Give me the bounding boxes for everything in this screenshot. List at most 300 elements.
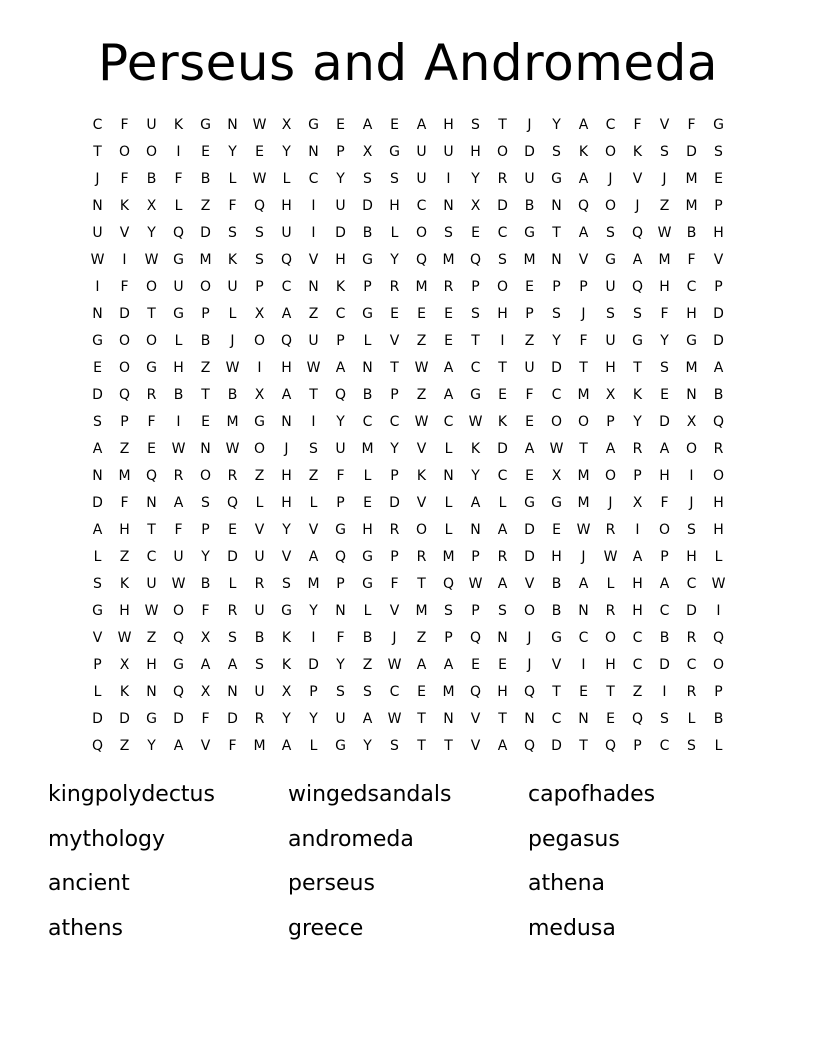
grid-letter: U <box>254 549 265 565</box>
grid-letter: W <box>144 252 159 268</box>
grid-letter: J <box>608 171 613 187</box>
grid-letter: A <box>335 360 346 376</box>
grid-letter: E <box>471 225 480 241</box>
grid-letter: D <box>119 711 130 727</box>
grid-letter: E <box>417 306 426 322</box>
grid-letter: A <box>173 495 184 511</box>
grid-letter: S <box>282 576 291 592</box>
grid-letter: X <box>254 387 265 403</box>
grid-letter: S <box>255 225 264 241</box>
page-title: Perseus and Andromeda <box>97 34 719 92</box>
grid-letter: L <box>363 468 372 484</box>
grid-letter: N <box>335 603 346 619</box>
grid-letter: G <box>173 252 184 268</box>
grid-letter: L <box>390 225 399 241</box>
grid-letter: U <box>146 576 157 592</box>
grid-letter: E <box>201 414 210 430</box>
grid-letter: O <box>415 522 428 538</box>
grid-letter: P <box>120 414 129 430</box>
grid-letter: A <box>497 576 508 592</box>
grid-letter: B <box>146 171 157 187</box>
grid-letter: O <box>550 414 563 430</box>
grid-letter: W <box>225 441 240 457</box>
grid-letter: N <box>470 522 481 538</box>
grid-letter: T <box>552 225 561 241</box>
grid-letter: H <box>335 252 346 268</box>
grid-letter: A <box>416 657 427 673</box>
grid-letter: O <box>145 333 158 349</box>
grid-letter: S <box>471 306 480 322</box>
grid-letter: L <box>228 306 237 322</box>
grid-letter: J <box>230 333 235 349</box>
grid-row <box>84 328 734 355</box>
grid-letter: Q <box>253 198 266 214</box>
grid-letter: E <box>444 306 453 322</box>
grid-letter: P <box>714 198 723 214</box>
grid-letter: O <box>253 441 266 457</box>
grid-letter: T <box>201 387 210 403</box>
grid-letter: H <box>713 522 724 538</box>
grid-letter: L <box>228 171 237 187</box>
grid-letter: E <box>498 387 507 403</box>
grid-letter: N <box>551 252 562 268</box>
grid-letter: I <box>716 603 721 619</box>
grid-row <box>84 382 734 409</box>
grid-letter: A <box>281 306 292 322</box>
grid-letter: N <box>443 468 454 484</box>
grid-letter: H <box>119 603 130 619</box>
grid-letter: S <box>255 657 264 673</box>
grid-letter: P <box>336 333 345 349</box>
grid-letter: W <box>144 603 159 619</box>
grid-letter: D <box>551 738 562 754</box>
grid-letter: P <box>471 603 480 619</box>
grid-letter: S <box>633 306 642 322</box>
grid-letter: I <box>257 360 262 376</box>
grid-letter: O <box>145 144 158 160</box>
grid-letter: A <box>443 657 454 673</box>
grid-letter: F <box>120 279 129 295</box>
grid-letter: B <box>713 387 724 403</box>
grid-letter: E <box>525 279 534 295</box>
grid-letter: H <box>605 657 616 673</box>
grid-letter: Y <box>147 225 156 241</box>
grid-letter: A <box>200 657 211 673</box>
grid-letter: T <box>579 738 588 754</box>
grid-row <box>84 652 734 679</box>
grid-letter: E <box>498 657 507 673</box>
grid-letter: C <box>632 657 643 673</box>
grid-letter: U <box>335 711 346 727</box>
grid-letter: M <box>361 441 374 457</box>
grid-letter: I <box>311 630 316 646</box>
grid-letter: Q <box>91 738 104 754</box>
grid-letter: T <box>471 333 480 349</box>
grid-letter: B <box>362 225 373 241</box>
grid-letter: H <box>281 495 292 511</box>
grid-letter: E <box>363 495 372 511</box>
grid-letter: P <box>336 144 345 160</box>
grid-letter: F <box>336 630 345 646</box>
grid-letter: O <box>199 279 212 295</box>
word-list-item: wingedsandals <box>288 782 452 807</box>
grid-letter: Y <box>336 171 345 187</box>
grid-letter: Z <box>119 549 130 565</box>
grid-letter: G <box>470 387 481 403</box>
grid-letter: E <box>390 117 399 133</box>
grid-letter: D <box>362 198 373 214</box>
grid-letter: S <box>228 225 237 241</box>
grid-letter: K <box>119 198 130 214</box>
grid-letter: L <box>363 333 372 349</box>
grid-letter: B <box>686 225 697 241</box>
grid-letter: W <box>252 171 267 187</box>
grid-letter: H <box>497 684 508 700</box>
grid-letter: G <box>308 117 319 133</box>
grid-letter: S <box>498 603 507 619</box>
grid-letter: A <box>416 117 427 133</box>
grid-letter: L <box>93 684 102 700</box>
grid-letter: J <box>284 441 289 457</box>
grid-letter: J <box>95 171 100 187</box>
grid-letter: Z <box>524 333 535 349</box>
grid-letter: T <box>552 684 561 700</box>
grid-letter: S <box>309 441 318 457</box>
grid-letter: Z <box>659 198 670 214</box>
grid-letter: N <box>146 684 157 700</box>
grid-letter: A <box>497 738 508 754</box>
grid-letter: A <box>92 441 103 457</box>
grid-letter: X <box>281 684 292 700</box>
grid-letter: G <box>551 630 562 646</box>
grid-letter: Z <box>308 306 319 322</box>
grid-letter: T <box>579 441 588 457</box>
grid-letter: K <box>578 144 589 160</box>
grid-letter: J <box>581 306 586 322</box>
grid-letter: M <box>199 252 212 268</box>
grid-letter: F <box>174 522 183 538</box>
grid-letter: U <box>605 279 616 295</box>
grid-letter: H <box>551 549 562 565</box>
grid-letter: V <box>308 252 319 268</box>
grid-letter: O <box>604 144 617 160</box>
grid-letter: N <box>92 468 103 484</box>
grid-letter: Z <box>200 198 211 214</box>
grid-letter: Y <box>309 711 318 727</box>
grid-letter: S <box>714 144 723 160</box>
grid-letter: C <box>497 468 508 484</box>
grid-letter: T <box>633 360 642 376</box>
grid-letter: W <box>711 576 726 592</box>
grid-letter: I <box>176 414 181 430</box>
grid-row <box>84 355 734 382</box>
grid-letter: U <box>254 684 265 700</box>
letter-grid <box>84 112 734 760</box>
grid-letter: Y <box>633 414 642 430</box>
grid-letter: T <box>93 144 102 160</box>
grid-letter: C <box>686 279 697 295</box>
grid-letter: P <box>714 279 723 295</box>
grid-letter: Y <box>201 549 210 565</box>
grid-letter: Q <box>280 333 293 349</box>
grid-letter: X <box>362 144 373 160</box>
grid-letter: F <box>687 117 696 133</box>
grid-letter: B <box>551 603 562 619</box>
grid-letter: T <box>309 387 318 403</box>
grid-letter: G <box>335 738 346 754</box>
grid-letter: O <box>685 441 698 457</box>
grid-letter: L <box>174 198 183 214</box>
grid-letter: N <box>92 306 103 322</box>
grid-letter: O <box>496 279 509 295</box>
grid-letter: H <box>119 522 130 538</box>
grid-letter: K <box>632 387 643 403</box>
grid-letter: C <box>578 630 589 646</box>
grid-letter: K <box>335 279 346 295</box>
grid-letter: L <box>444 441 453 457</box>
grid-letter: H <box>632 576 643 592</box>
grid-letter: W <box>576 522 591 538</box>
grid-letter: P <box>444 630 453 646</box>
grid-letter: G <box>362 306 373 322</box>
grid-letter: H <box>659 279 670 295</box>
grid-letter: B <box>227 387 238 403</box>
grid-letter: N <box>362 360 373 376</box>
grid-letter: X <box>470 198 481 214</box>
grid-letter: T <box>498 117 507 133</box>
grid-letter: A <box>578 171 589 187</box>
grid-letter: E <box>606 711 615 727</box>
grid-letter: I <box>581 657 586 673</box>
grid-letter: R <box>686 684 697 700</box>
grid-letter: T <box>417 576 426 592</box>
grid-letter: M <box>658 252 671 268</box>
grid-letter: Q <box>334 549 347 565</box>
grid-letter: A <box>362 117 373 133</box>
grid-letter: E <box>255 144 264 160</box>
grid-letter: G <box>281 603 292 619</box>
grid-letter: C <box>443 414 454 430</box>
grid-letter: Z <box>416 387 427 403</box>
grid-letter: V <box>416 441 427 457</box>
grid-letter: H <box>173 360 184 376</box>
grid-letter: A <box>281 387 292 403</box>
grid-letter: O <box>658 522 671 538</box>
grid-letter: R <box>713 441 724 457</box>
grid-row <box>84 409 734 436</box>
grid-letter: Q <box>631 225 644 241</box>
grid-letter: L <box>255 495 264 511</box>
grid-letter: C <box>308 171 319 187</box>
grid-letter: P <box>255 279 264 295</box>
grid-letter: H <box>497 306 508 322</box>
grid-letter: N <box>92 198 103 214</box>
grid-row <box>84 517 734 544</box>
grid-letter: K <box>173 117 184 133</box>
grid-letter: Q <box>172 630 185 646</box>
grid-letter: X <box>632 495 643 511</box>
grid-letter: X <box>200 684 211 700</box>
grid-letter: V <box>416 495 427 511</box>
grid-letter: V <box>389 333 400 349</box>
grid-letter: I <box>311 414 316 430</box>
grid-letter: I <box>635 522 640 538</box>
grid-letter: X <box>605 387 616 403</box>
grid-row <box>84 571 734 598</box>
grid-row <box>84 436 734 463</box>
grid-letter: T <box>147 306 156 322</box>
grid-letter: H <box>470 144 481 160</box>
grid-letter: Q <box>631 711 644 727</box>
grid-letter: W <box>414 414 429 430</box>
word-list-item: kingpolydectus <box>48 782 215 807</box>
grid-letter: O <box>415 225 428 241</box>
grid-letter: J <box>527 117 532 133</box>
grid-letter: S <box>228 630 237 646</box>
grid-letter: P <box>633 468 642 484</box>
grid-letter: G <box>686 333 697 349</box>
grid-letter: O <box>604 468 617 484</box>
grid-letter: Y <box>147 738 156 754</box>
grid-letter: W <box>603 549 618 565</box>
grid-letter: A <box>578 225 589 241</box>
grid-letter: Z <box>146 630 157 646</box>
word-list-item: ancient <box>48 871 130 896</box>
grid-row <box>84 139 734 166</box>
grid-letter: A <box>578 117 589 133</box>
grid-letter: H <box>443 117 454 133</box>
grid-letter: G <box>92 603 103 619</box>
grid-letter: D <box>119 306 130 322</box>
grid-letter: H <box>713 225 724 241</box>
grid-letter: Q <box>712 630 725 646</box>
grid-letter: A <box>362 711 373 727</box>
grid-letter: R <box>389 522 400 538</box>
grid-letter: G <box>92 333 103 349</box>
grid-letter: F <box>390 576 399 592</box>
word-list-item: capofhades <box>528 782 656 807</box>
grid-letter: Y <box>336 657 345 673</box>
grid-letter: Z <box>254 468 265 484</box>
grid-letter: U <box>443 144 454 160</box>
grid-letter: H <box>362 522 373 538</box>
grid-letter: T <box>390 360 399 376</box>
grid-letter: Y <box>552 333 561 349</box>
grid-letter: F <box>201 711 210 727</box>
grid-letter: R <box>605 603 616 619</box>
grid-letter: H <box>632 603 643 619</box>
grid-row <box>84 220 734 247</box>
grid-letter: Q <box>280 252 293 268</box>
grid-letter: B <box>200 333 211 349</box>
grid-letter: N <box>227 684 238 700</box>
grid-letter: D <box>713 306 724 322</box>
grid-letter: L <box>498 495 507 511</box>
grid-letter: F <box>174 171 183 187</box>
grid-letter: D <box>389 495 400 511</box>
grid-letter: E <box>444 333 453 349</box>
grid-letter: U <box>524 171 535 187</box>
grid-letter: T <box>606 684 615 700</box>
grid-letter: I <box>176 144 181 160</box>
grid-letter: F <box>120 171 129 187</box>
grid-letter: C <box>686 576 697 592</box>
grid-letter: H <box>281 360 292 376</box>
grid-letter: P <box>390 468 399 484</box>
grid-letter: X <box>200 630 211 646</box>
grid-letter: J <box>689 495 694 511</box>
grid-letter: D <box>497 441 508 457</box>
grid-letter: B <box>551 576 562 592</box>
grid-letter: S <box>660 711 669 727</box>
grid-letter: F <box>336 468 345 484</box>
grid-letter: B <box>713 711 724 727</box>
grid-letter: P <box>579 279 588 295</box>
grid-letter: S <box>363 171 372 187</box>
grid-row <box>84 274 734 301</box>
grid-letter: Z <box>416 333 427 349</box>
grid-letter: O <box>604 630 617 646</box>
grid-letter: G <box>362 576 373 592</box>
grid-letter: D <box>524 522 535 538</box>
grid-letter: W <box>468 414 483 430</box>
grid-letter: A <box>605 441 616 457</box>
grid-letter: C <box>389 684 400 700</box>
grid-row <box>84 706 734 733</box>
grid-letter: H <box>281 198 292 214</box>
grid-letter: P <box>471 279 480 295</box>
grid-letter: I <box>689 468 694 484</box>
grid-letter: G <box>146 711 157 727</box>
grid-letter: Q <box>469 252 482 268</box>
grid-letter: P <box>714 684 723 700</box>
grid-letter: C <box>632 630 643 646</box>
grid-letter: Z <box>119 441 130 457</box>
grid-letter: Z <box>119 738 130 754</box>
grid-letter: R <box>686 630 697 646</box>
grid-letter: D <box>686 603 697 619</box>
grid-letter: M <box>577 468 590 484</box>
grid-letter: F <box>120 495 129 511</box>
grid-letter: Z <box>416 630 427 646</box>
grid-letter: J <box>527 630 532 646</box>
grid-letter: N <box>578 711 589 727</box>
grid-letter: S <box>687 522 696 538</box>
grid-row <box>84 544 734 571</box>
grid-letter: C <box>551 711 562 727</box>
grid-letter: D <box>335 225 346 241</box>
grid-letter: N <box>281 414 292 430</box>
grid-letter: X <box>686 414 697 430</box>
grid-letter: R <box>632 441 643 457</box>
grid-letter: P <box>471 549 480 565</box>
grid-letter: N <box>227 117 238 133</box>
grid-letter: C <box>335 306 346 322</box>
grid-letter: P <box>633 738 642 754</box>
grid-letter: H <box>659 468 670 484</box>
grid-letter: N <box>497 630 508 646</box>
grid-letter: O <box>523 603 536 619</box>
grid-letter: Z <box>308 468 319 484</box>
grid-letter: E <box>336 117 345 133</box>
grid-letter: M <box>415 279 428 295</box>
grid-letter: R <box>416 549 427 565</box>
grid-letter: B <box>362 387 373 403</box>
grid-letter: L <box>174 333 183 349</box>
grid-letter: J <box>635 198 640 214</box>
grid-letter: H <box>146 657 157 673</box>
grid-letter: F <box>120 117 129 133</box>
